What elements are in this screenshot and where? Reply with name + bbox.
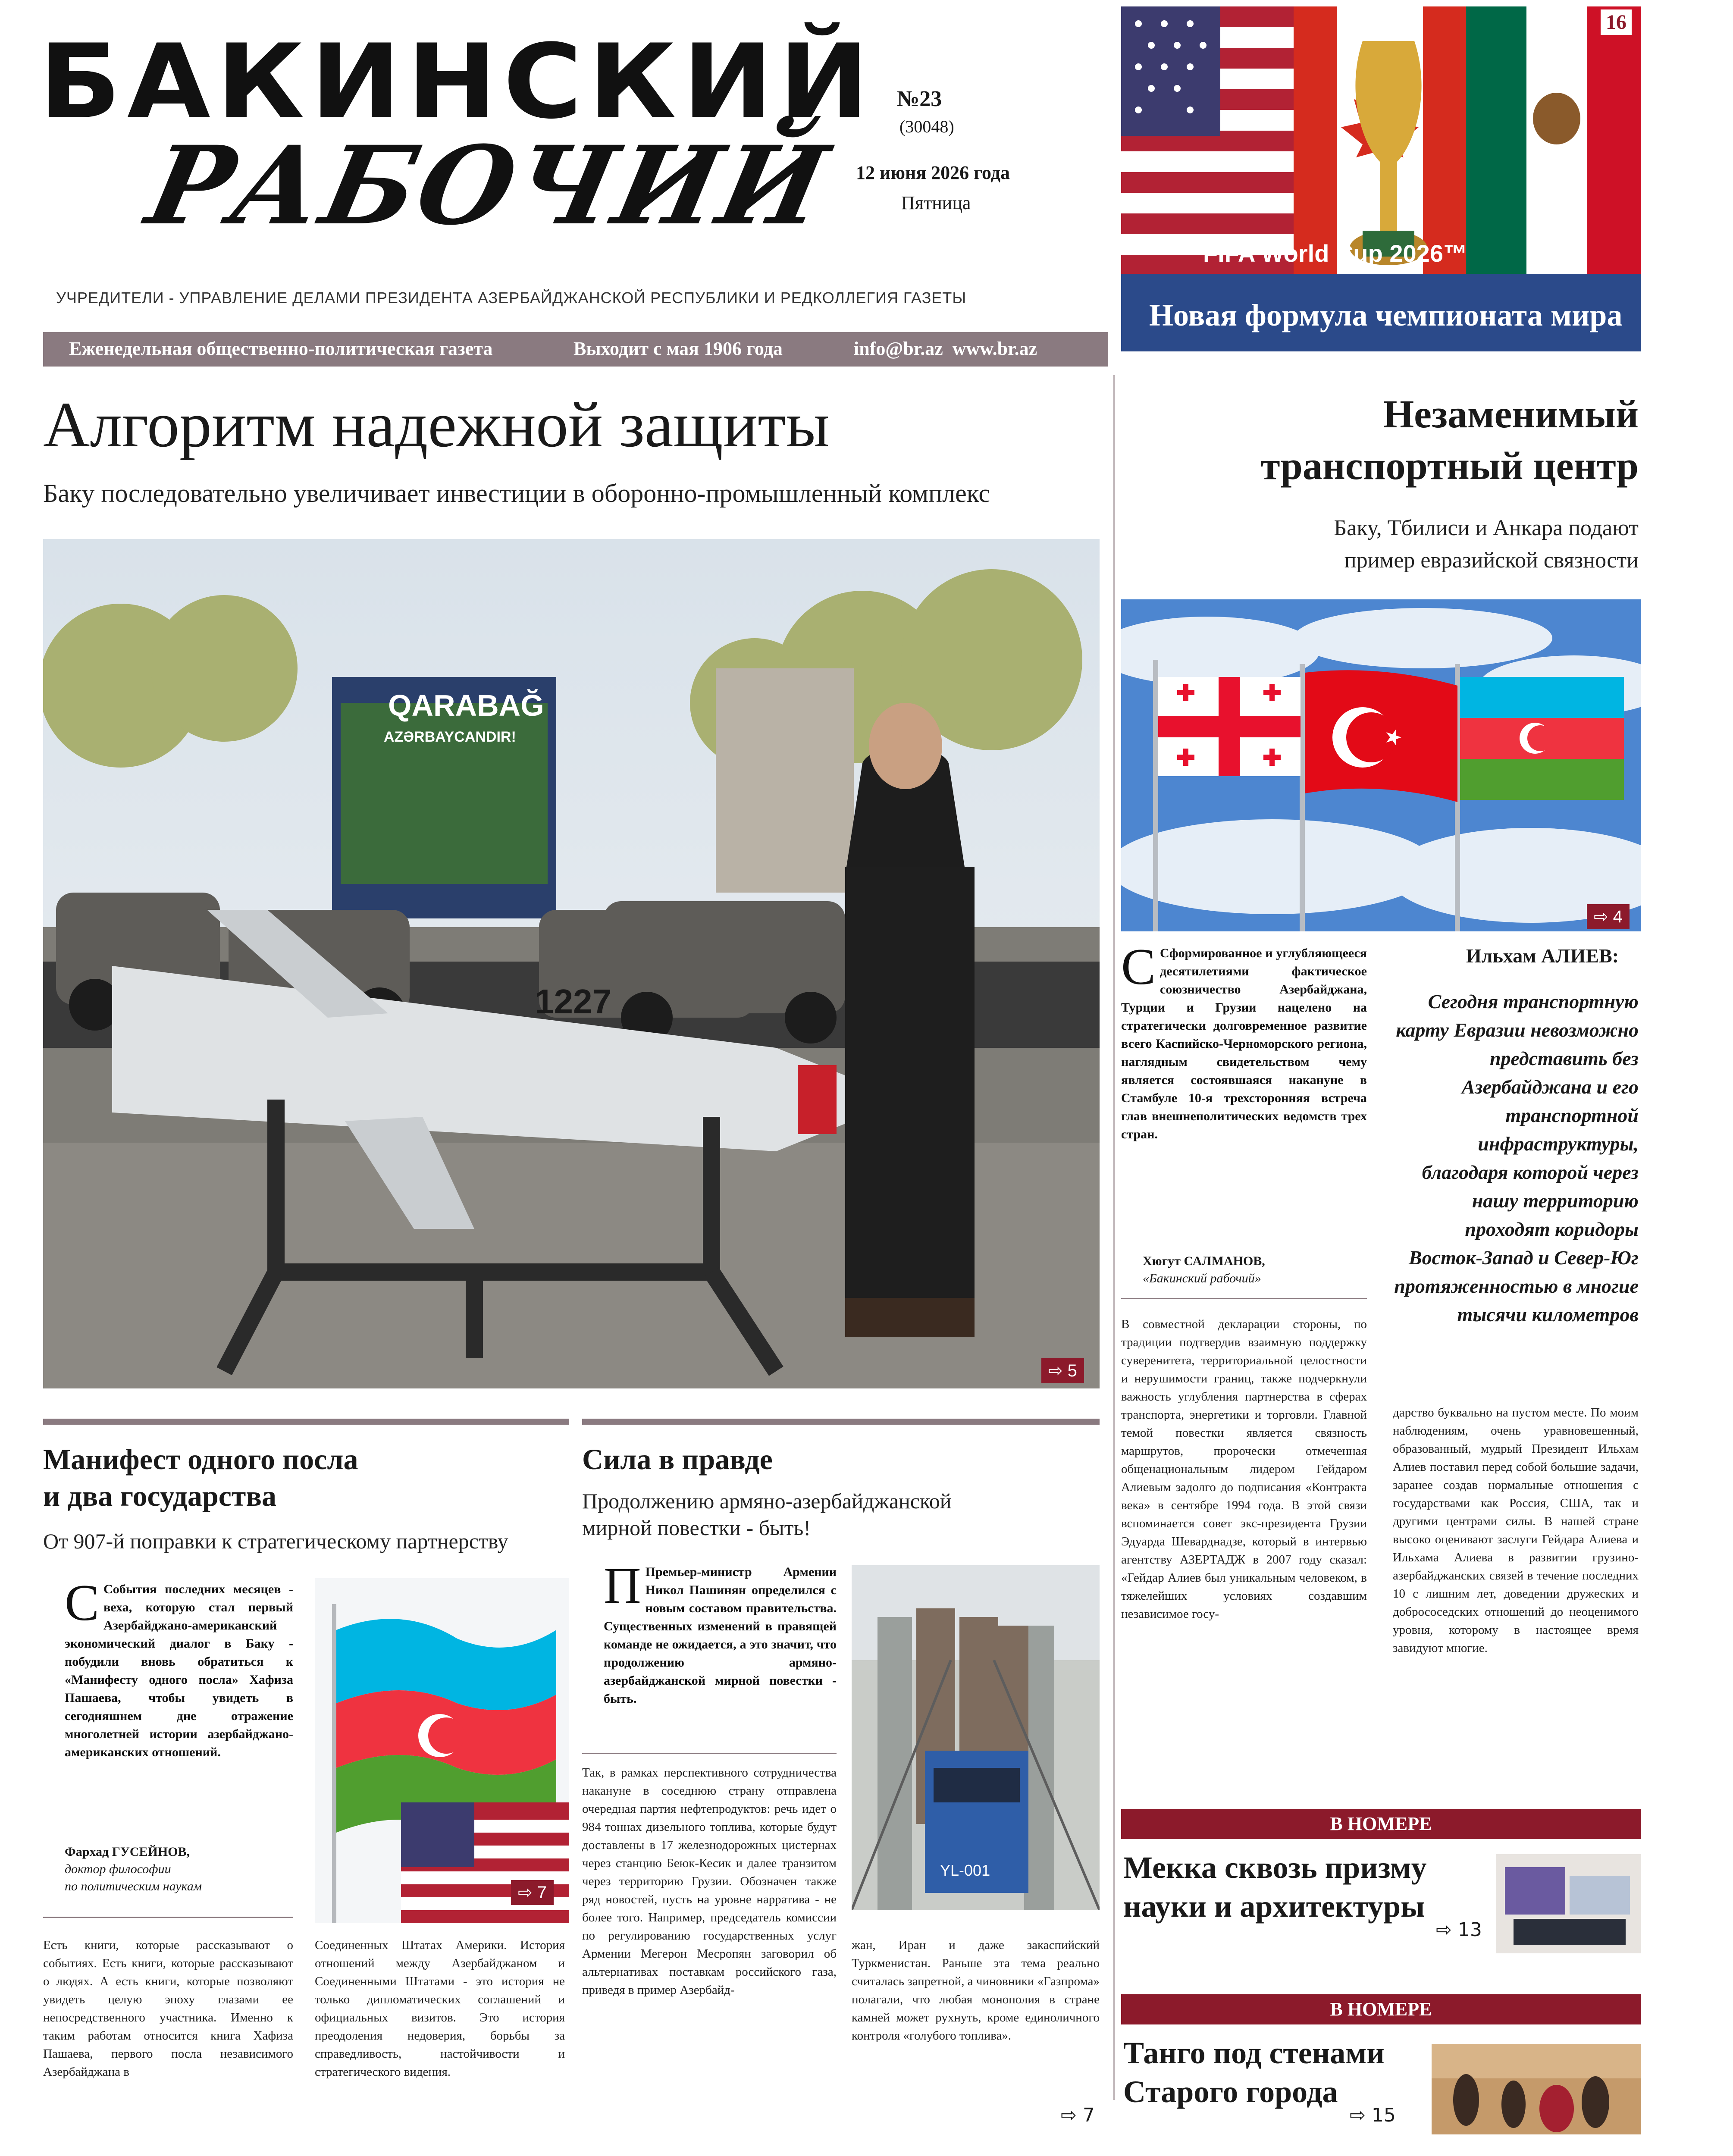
train-photo[interactable] [852, 1565, 1100, 1910]
manifest-subtitle: От 907-й поправки к стратегическому партнерству [43, 1529, 508, 1553]
justice-title[interactable]: Сила в правде [582, 1443, 773, 1476]
transport-author [1143, 1253, 1367, 1287]
transport-subtitle-line2: пример евразийской связности [1344, 548, 1639, 573]
tango-thumbnail[interactable] [1432, 2044, 1641, 2134]
mecca-thumbnail[interactable] [1496, 1854, 1641, 1953]
manifest-lead-rule [43, 1917, 293, 1918]
masthead [39, 22, 1108, 371]
transport-title-line2[interactable]: транспортный центр [1260, 444, 1639, 488]
transport-page-ref-number: 4 [1613, 907, 1623, 926]
transport-page-ref[interactable] [1587, 904, 1630, 929]
issue-weekday: Пятница [901, 192, 971, 213]
manifest-top-rule [43, 1419, 569, 1425]
lead-story-subtitle: Баку последовательно увеличивает инвестиции в оборонно-промышленный комплекс [43, 479, 990, 508]
transport-title-line1[interactable]: Незаменимый [1383, 392, 1639, 436]
manifest-author-role1: доктор философии [65, 1862, 171, 1876]
promo-page-number: 16 [1601, 9, 1632, 35]
issue-number: №23 [897, 87, 942, 111]
manifest-author [65, 1843, 289, 1895]
inside-page-ref-1-number: 13 [1457, 1919, 1482, 1941]
billboard-title: QARABAĞ [388, 689, 544, 722]
manifest-lead: С События последних месяцев - веха, которую стал первый Азербайджано-американский экономический диалог в Баку - побудили вновь обратиться к «Манифесту одного посла» Хафиза Пашаева, чтобы увидеть в сегодняшнем дне отражение многолетней истории азербайджано-американских отношений. [65, 1574, 293, 1759]
transport-lead-rule [1121, 1298, 1367, 1299]
founders-line: УЧРЕДИТЕЛИ - УПРАВЛЕНИЕ ДЕЛАМИ ПРЕЗИДЕНТА АЗЕРБАЙДЖАНСКОЙ РЕСПУБЛИКИ И РЕДКОЛЛЕГИЯ ГАЗЕТЫ [56, 289, 967, 307]
masthead-title-line2: РАБОЧИЙ [137, 122, 840, 249]
masthead-title-line1: БАКИНСКИЙ [39, 22, 875, 141]
lead-story-page-ref-number: 5 [1067, 1361, 1077, 1380]
inside-label-2: В НОМЕРЕ [1121, 1994, 1641, 2024]
transport-lead: С Сформированное и углубляющееся десятилетиями фактическое союзничество Азербайджана, Турции и Грузии нацелено на стратегически долговременное развитие всего Каспийско-Черноморского региона, наглядным свидетельством чему является состоявшаяся накануне в Стамбуле 10-я трехсторонняя встреча глав внешнеполитических ведомств трех стран. [1121, 938, 1367, 1141]
manifest-flags-photo[interactable] [315, 1578, 569, 1923]
train-id: YL-001 [940, 1861, 990, 1879]
justice-lead-text: Премьер-министр Армении Никол Пашинян определился с новым составом правительства. Существенных изменений в правящей команде не ожидается, а это значит, что продолжению армяно-азербайджанской мирной повестки - быть. [604, 1565, 837, 1706]
arrow-icon: ⇨ [1594, 907, 1613, 926]
transport-body-col2: дарство буквально на пустом месте. По моим наблюдениям, очень уравновешенный, образованный, мудрый Президент Ильхам Алиев поставил перед собой большие задачи, заранее создав нормальные отношения с государствами как Россия, США, так и другими центрами силы. В нашей стране высоко оценивают заслуги Гейдара Алиева и Ильхама Алиева в развитии грузино-азербайджанских связей в течение последних 10 с лишним лет, доведении дружеских и добрососедских отношений до неоценимого уровня, которому в настоящее время завидуют многие. [1393, 1406, 1639, 1655]
manifest-body-col1: Есть книги, которые рассказывают о событиях. Есть книги, которые рассказывают о людях. А есть книги, которые позволяют увидеть целую эпоху глазами ее непосредственного участника. Именно к таким работам относится книга Хафиза Пашаева, первого посла независимого Азербайджана в [43, 1938, 293, 2079]
justice-subtitle: Продолжению армяно-азербайджанской мирной повестки - быть! [582, 1489, 952, 1540]
inside-title-1-line1[interactable]: Мекка сквозь призму [1123, 1850, 1427, 1885]
justice-top-rule [582, 1419, 1100, 1425]
transport-body-col1: В совместной декларации стороны, по традиции подтвердив взаимную поддержку суверенитета, территориальной целостности и нерушимости границ, также подчеркнули важность углубления партнерства в сферах транспорта, энергетики и торговли. Главной темой повестки является связность маршрутов, пророчески отмеченная общенациональным лидером Гейдаром Алиевым задолго до подписания «Контракта века» в сентябре 1994 года. В этой связи вспоминается совет экс-президента Грузии Эдуарда Шеварднадзе, который в интервью агентству АЗЕРТАДЖ в 2007 году сказал: «Гейдар Алиев был уникальным человеком, в тяжелейших условиях создавшим независимое госу- [1121, 1317, 1367, 1621]
issue-total: (30048) [899, 117, 954, 136]
billboard-subtitle: AZƏRBAYCANDIR! [384, 729, 516, 745]
lead-story-photo[interactable] [43, 539, 1100, 1388]
justice-lead: П Премьер-министр Армении Никол Пашинян определился с новым составом правительства. Существенных изменений в правящей команде не ожидается, а это значит, что продолжению армяно-азербайджанской мирной повестки - быть. [604, 1557, 837, 1706]
manifest-title-line2[interactable]: и два государства [43, 1479, 277, 1512]
manifest-page-ref-number: 7 [537, 1883, 547, 1902]
justice-lead-rule [582, 1753, 837, 1754]
inside-label-1: В НОМЕРЕ [1121, 1809, 1641, 1839]
arrow-icon: ⇨ [1436, 1919, 1458, 1941]
transport-subtitle-line1: Баку, Тбилиси и Анкара подают [1334, 516, 1639, 540]
vertical-divider [1113, 375, 1115, 2100]
inside-page-ref-2[interactable] [1350, 2104, 1396, 2126]
arrow-icon: ⇨ [1048, 1361, 1068, 1380]
manifest-body-col2: Соединенных Штатах Америки. История отношений между Азербайджаном и Соединенными Штатами - это история не только дипломатических соглашений и официальных визитов. Это история преодоления недоверия, борьбы за справедливость, настойчивости и стратегического видения. [315, 1938, 565, 2079]
contacts-link[interactable]: info@br.az www.br.az [854, 338, 1037, 359]
justice-page-ref-number: 7 [1082, 2104, 1095, 2126]
justice-body-col1: Так, в рамках перспективного сотрудничества накануне в соседнюю страну отправлена очередная партия нефтепродуктов: речь идет о 984 тоннах дизельного топлива, которые будут доставлены в 17 железнодорожных цистернах через станцию Беюк-Кесик и далее транзитом через территорию Грузии. Обозначен также ряд новостей, пусть на уровне нарратива - не более того. Например, председатель комиссии по регулированию государственных услуг Армении Мегерон Месропян заговорил об альтернативах поставкам российского газа, приведя в пример Азербайд- [582, 1766, 837, 1997]
transport-author-name: Хюгут САЛМАНОВ, [1143, 1254, 1265, 1268]
justice-body-col2: жан, Иран и даже закаспийский Туркменистан. Раньше эта тема реально считалась запретной, а чиновники «Газпрома» полагали, что любая монополия в стране камней может рухнуть, кроме единоличного контроля «голубого топлива». [852, 1938, 1100, 2043]
justice-page-ref[interactable] [1061, 2104, 1095, 2126]
manifest-title-line1[interactable]: Манифест одного посла [43, 1443, 358, 1476]
drone-number: 1227 [535, 982, 611, 1021]
manifest-author-role2: по политическим наукам [65, 1879, 202, 1893]
manifest-author-name: Фархад ГУСЕЙНОВ, [65, 1845, 190, 1859]
lead-story-page-ref[interactable] [1041, 1358, 1084, 1383]
inside-title-2-line2[interactable]: Старого города [1123, 2075, 1338, 2109]
quote-text: Сегодня транспортную карту Евразии невозможно представить без Азербайджана и его транспортной инфраструктуры, благодаря которой через нашу территорию проходят коридоры Восток-Запад и Север-Юг протяженностью в многие тысячи километров [1394, 990, 1639, 1326]
manifest-lead-text: События последних месяцев - веха, которую стал первый Азербайджано-американский экономический диалог в Баку - побудили вновь обратиться к «Манифесту одного посла» Хафиза Пашаева, чтобы увидеть в сегодняшнем дне отражение многолетней истории азербайджано-американских отношений. [65, 1582, 293, 1759]
since-label: Выходит с мая 1906 года [573, 338, 783, 359]
arrow-icon: ⇨ [1061, 2104, 1083, 2126]
promo-headline[interactable]: Новая формула чемпионата мира [1149, 298, 1623, 332]
inside-page-ref-2-number: 15 [1371, 2104, 1396, 2126]
inside-title-2-line1[interactable]: Танго под стенами [1123, 2036, 1385, 2070]
quote-author: Ильхам АЛИЕВ: [1466, 945, 1619, 967]
issue-date: 12 июня 2026 года [856, 162, 1010, 183]
arrow-icon: ⇨ [1350, 2104, 1372, 2126]
tagline: Еженедельная общественно-политическая газета [69, 338, 493, 359]
transport-lead-text: Сформированное и углубляющееся десятилетиями фактическое союзничество Азербайджана, Турции и Грузии нацелено на стратегически долговременное развитие всего Каспийско-Черноморского региона, наглядным свидетельством чему является состоявшаяся накануне в Стамбуле 10-я трехсторонняя встреча глав внешнеполитических ведомств трех стран. [1121, 946, 1367, 1141]
arrow-icon: ⇨ [518, 1883, 537, 1902]
inside-page-ref-1[interactable] [1436, 1919, 1482, 1941]
transport-author-role: «Бакинский рабочий» [1143, 1271, 1261, 1285]
lead-story-title[interactable]: Алгоритм надежной защиты [43, 389, 830, 461]
flags-photo[interactable] [1121, 599, 1641, 931]
manifest-page-ref[interactable] [511, 1880, 554, 1905]
inside-title-1-line2[interactable]: науки и архитектуры [1123, 1889, 1425, 1924]
world-cup-caption: FIFA World Cup 2026™ [1203, 240, 1467, 267]
